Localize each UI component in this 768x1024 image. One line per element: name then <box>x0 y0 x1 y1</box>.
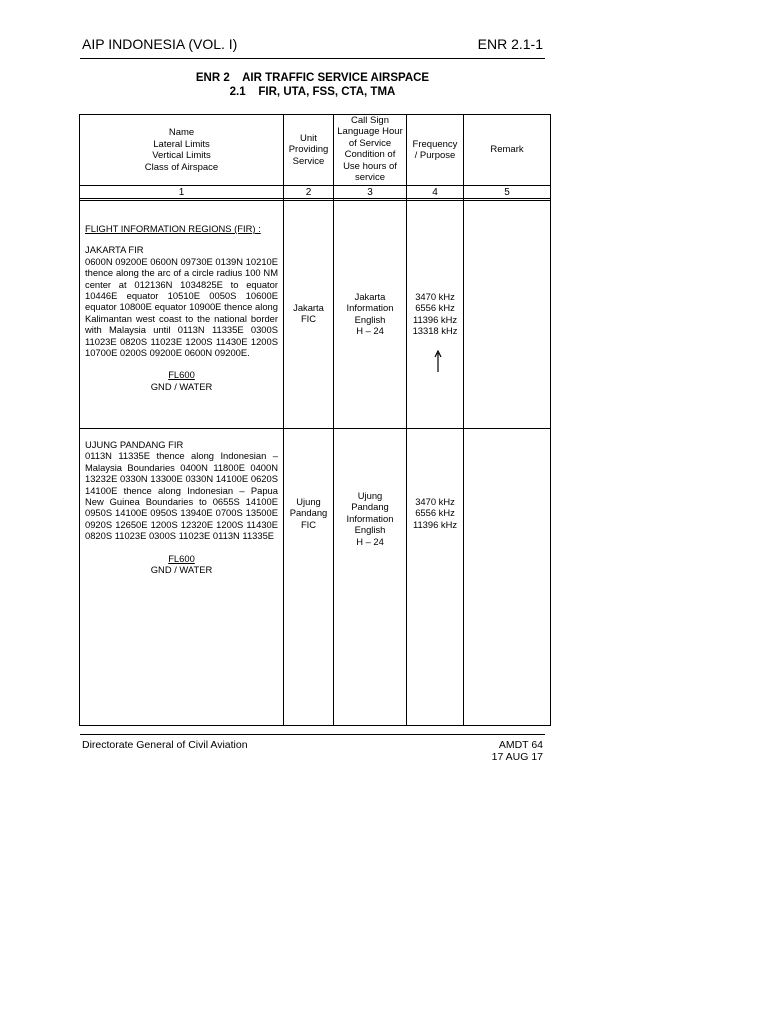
page-footer <box>80 734 545 775</box>
row-divider <box>79 428 551 429</box>
callsign-line: H – 24 <box>356 535 384 547</box>
callsign-language-hours <box>334 490 406 547</box>
lower-limit: GND / WATER <box>150 564 213 576</box>
table-border-right <box>550 114 551 726</box>
table-row-ujung-pandang-description <box>85 439 278 575</box>
callsign-line: Jakarta <box>354 291 386 302</box>
upper-limit: FL600 <box>168 552 195 564</box>
frequency-value: 3470 kHz <box>415 496 455 507</box>
unit-providing-service <box>284 496 333 530</box>
column-divider <box>333 114 334 726</box>
frequency-value: 11396 kHz <box>412 518 458 530</box>
header-frequency <box>407 115 463 185</box>
column-number: 2 <box>305 186 312 198</box>
header-line: Use hours of <box>343 160 397 172</box>
page-header <box>80 36 545 59</box>
frequency-value: 6556 kHz <box>415 507 455 519</box>
unit-providing-service <box>284 302 333 325</box>
header-line: Unit <box>300 132 317 144</box>
header-line: service <box>354 172 386 183</box>
table-border-left <box>79 114 80 726</box>
header-line: Condition of <box>344 149 396 160</box>
amendment-info <box>492 739 543 763</box>
callsign-line: Information <box>346 302 394 314</box>
frequency-value: 13318 kHz <box>412 325 458 337</box>
unit-line: Jakarta <box>293 302 324 313</box>
header-callsign <box>334 113 406 185</box>
column-divider <box>406 114 407 726</box>
header-line: Name <box>168 127 195 138</box>
header-line: Frequency <box>412 138 458 150</box>
header-line: / Purpose <box>414 150 456 161</box>
callsign-line: Information <box>346 512 394 524</box>
unit-line: FIC <box>300 518 317 530</box>
fir-name: UJUNG PANDANG FIR <box>85 439 184 450</box>
header-line: Class of Airspace <box>144 161 219 173</box>
frequency-value: 3470 kHz <box>415 291 455 302</box>
frequency-value: 11396 kHz <box>412 313 458 325</box>
header-line: Remark <box>490 144 524 156</box>
frequency-list <box>407 291 463 337</box>
header-line: Language Hour <box>337 126 403 137</box>
subsection-title: 2.1 FIR, UTA, FSS, CTA, TMA <box>229 86 396 98</box>
unit-line: FIC <box>300 313 317 325</box>
header-line: Vertical Limits <box>152 150 211 161</box>
header-line: Lateral Limits <box>153 138 210 150</box>
callsign-line: Ujung <box>357 490 383 501</box>
callsign-line: H – 24 <box>356 325 384 337</box>
table-row-jakarta-description <box>85 223 278 392</box>
lateral-limits: 0600N 09200E 0600N 09730E 0139N 10210E thence along the arc of a circle radius 100 NM center at 012136N 1034825E to equator 10446E equator 10510E 0050S 10600E equator 10800E equator 10900E thence along Kalimantan west coast to the national border with Malaysia until 0113N 11335E 0300S 11023E 0820S 11023E 1200S 11430E 1200S 10700E 0200S 09200E 0600N 09200E. <box>85 255 278 359</box>
header-line: Service <box>292 155 325 167</box>
section-heading: FLIGHT INFORMATION REGIONS (FIR) : <box>85 223 261 234</box>
column-divider <box>283 114 284 726</box>
unit-line: Ujung <box>296 496 321 507</box>
publisher: Directorate General of Civil Aviation <box>82 739 248 751</box>
vertical-limits <box>85 369 278 392</box>
table-border-bottom <box>79 725 551 726</box>
header-unit <box>284 115 333 185</box>
column-number-divider <box>79 198 551 199</box>
arrow-up-icon <box>433 350 443 372</box>
document-title: AIP INDONESIA (VOL. I) <box>82 36 238 52</box>
header-remark <box>464 115 550 185</box>
fir-name: JAKARTA FIR <box>85 244 144 256</box>
amendment-number: AMDT 64 <box>498 739 543 751</box>
header-line: Providing <box>288 144 329 156</box>
column-number-divider-double <box>79 200 551 201</box>
callsign-line: Pandang <box>351 501 389 513</box>
column-number: 1 <box>178 186 185 198</box>
column-number: 5 <box>504 186 510 198</box>
page-reference: ENR 2.1-1 <box>477 36 543 52</box>
section-title: ENR 2 AIR TRAFFIC SERVICE AIRSPACE <box>195 72 430 84</box>
frequency-value: 6556 kHz <box>415 302 455 314</box>
lower-limit: GND / WATER <box>150 380 213 392</box>
header-name-limits <box>80 115 283 185</box>
amendment-date: 17 AUG 17 <box>491 751 543 763</box>
vertical-limits <box>85 553 278 576</box>
callsign-line: English <box>354 313 386 325</box>
lateral-limits: 0113N 11335E thence along Indonesian – Malaysia Boundaries 0400N 11800E 0400N 13232E 0330N 13300E 0330N 14100E 0620S 14100E thence along Indonesian – Papua New Guinea Boundaries to 0655S 14100E 0950S 14100E 0950S 13940E 0700S 13500E 0920S 12650E 1200S 12320E 1200S 11430E 0820S 11023E 0300S 11023E 0113N 11335E <box>85 450 278 542</box>
upper-limit: FL600 <box>168 369 195 381</box>
callsign-line: English <box>354 524 386 536</box>
header-line: Call Sign <box>350 114 390 126</box>
column-number: 4 <box>432 186 438 198</box>
column-divider <box>463 114 464 726</box>
unit-line: Pandang <box>289 507 328 519</box>
header-line: of Service <box>348 137 392 149</box>
column-number: 3 <box>367 186 373 198</box>
frequency-list <box>407 496 463 530</box>
callsign-language-hours <box>334 291 406 337</box>
